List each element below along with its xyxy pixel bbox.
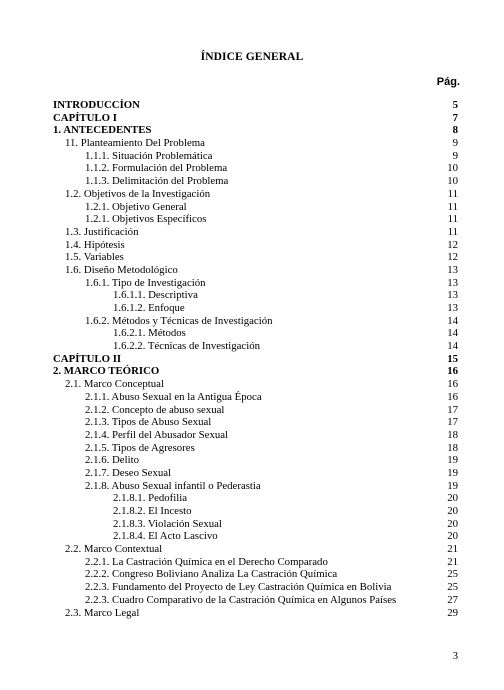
toc-entry-page: 25: [447, 581, 458, 594]
toc-entry: [53, 492, 458, 505]
toc-entry-label: 1.6.1. Tipo de Investigación: [85, 276, 206, 289]
toc-entry-page: 10: [447, 175, 458, 188]
toc-entry-label: 2.1.5. Tipos de Agresores: [85, 441, 195, 454]
toc-entry-label: 2.1.3. Tipos de Abuso Sexual: [85, 416, 212, 429]
toc-entry: [53, 594, 458, 607]
toc-entry-label: INTRODUCCÍON: [53, 99, 140, 111]
toc-entry-label: 1.6.2. Métodos y Técnicas de Investigación: [85, 314, 273, 327]
toc-entry: [53, 226, 458, 239]
page-column-header: Pág.: [436, 76, 460, 88]
toc-entry: [53, 416, 458, 429]
toc-entry: [53, 99, 458, 112]
toc-entry-page: 21: [447, 543, 458, 556]
toc-entry-page: 17: [447, 403, 458, 416]
toc-entry-page: 19: [447, 479, 458, 492]
toc-entry: [53, 581, 458, 594]
toc-entry-page: 18: [447, 441, 458, 454]
toc-entry-label: 1.6.1.2. Enfoque: [113, 302, 185, 314]
toc-entry: [53, 188, 458, 201]
toc-entry-label: 1.1.3. Delimitación del Problema: [85, 175, 229, 188]
index-title: ÍNDICE GENERAL: [200, 51, 304, 63]
toc-entry-label: 1.4. Hipótesis: [65, 238, 125, 251]
toc-entry-label: 1.2.1. Objetivo General: [85, 200, 187, 213]
toc-entry-page: 21: [447, 555, 458, 568]
toc-entry-label: 1. ANTECEDENTES: [53, 124, 152, 137]
toc-entry-label: 1.2.1. Objetivos Específicos: [85, 213, 207, 226]
toc-entry-page: 9: [452, 137, 458, 150]
toc-entry-page: 20: [447, 505, 458, 517]
toc-entry-label: 2.1.6. Delito: [85, 454, 139, 467]
toc-entry-label: 1.6. Diseño Metodológico: [65, 263, 178, 276]
toc-entry-label: 2.2.3. Cuadro Comparativo de la Castración Química en Algunos Países: [85, 593, 397, 606]
toc-entry-page: 27: [447, 593, 458, 606]
table-of-contents: [53, 99, 458, 619]
toc-entry-label: 2.2. Marco Contextual: [65, 543, 163, 556]
toc-entry: [53, 251, 458, 264]
toc-entry-label: 2.2.3. Fundamento del Proyecto de Ley Castración Química en Bolivia: [85, 581, 392, 594]
toc-entry-page: 16: [447, 378, 458, 391]
toc-entry: [53, 213, 458, 226]
page-number: 3: [452, 651, 458, 662]
toc-entry-page: 16: [447, 365, 458, 378]
toc-entry-label: 2.1. Marco Conceptual: [65, 378, 164, 391]
toc-entry-label: 1.5. Variables: [65, 251, 124, 264]
toc-entry: [53, 150, 458, 163]
toc-entry-label: 2.1.2. Concepto de abuso sexual: [85, 403, 225, 416]
toc-entry-page: 7: [452, 111, 458, 124]
toc-entry: [53, 480, 458, 493]
toc-entry-label: 2.1.8.3. Violación Sexual: [113, 517, 222, 530]
toc-entry-label: 2.2.1. La Castración Química en el Derecho Comparado: [85, 555, 328, 568]
toc-entry-page: 20: [447, 492, 458, 505]
toc-entry-page: 15: [447, 352, 458, 365]
toc-entry: [53, 353, 458, 366]
toc-entry-label: 2.2.2. Congreso Boliviano Analiza La Castración Química: [85, 568, 338, 581]
toc-entry-label: 1.6.2.1. Métodos: [113, 327, 186, 340]
toc-entry-label: 2.1.1. Abuso Sexual en la Antigua Época: [85, 390, 262, 403]
toc-entry-page: 13: [447, 302, 458, 314]
toc-entry-page: 11: [447, 187, 458, 200]
toc-entry-page: 19: [447, 466, 458, 479]
toc-entry-label: 1.6.2.2. Técnicas de Investigación: [113, 340, 261, 353]
toc-entry: [53, 378, 458, 391]
toc-entry: [53, 327, 458, 340]
toc-entry: [53, 404, 458, 417]
toc-entry: [53, 518, 458, 531]
toc-entry-label: 1.6.1.1. Descriptiva: [113, 289, 198, 302]
toc-entry: [53, 162, 458, 175]
toc-entry: [53, 289, 458, 302]
toc-entry: [53, 315, 458, 328]
toc-entry: [53, 454, 458, 467]
toc-entry-label: 2.1.7. Deseo Sexual: [85, 466, 172, 479]
toc-entry: [53, 124, 458, 137]
toc-entry-page: 9: [452, 149, 458, 162]
toc-entry-page: 11: [447, 213, 458, 226]
toc-entry: [53, 568, 458, 581]
toc-entry-page: 25: [447, 568, 458, 581]
toc-entry: [53, 264, 458, 277]
toc-entry-label: 2.1.8. Abuso Sexual infantil o Pederastia: [85, 479, 261, 492]
toc-entry-label: 2.1.8.2. El Incesto: [113, 505, 192, 517]
toc-entry: [53, 175, 458, 188]
toc-entry: [53, 112, 458, 125]
toc-entry-label: CAPÍTULO II: [53, 352, 122, 365]
toc-entry-page: 18: [447, 428, 458, 441]
toc-entry: [53, 201, 458, 214]
toc-entry-page: 5: [452, 99, 458, 111]
toc-entry: [53, 239, 458, 252]
toc-entry-page: 10: [447, 162, 458, 175]
toc-entry: [53, 543, 458, 556]
toc-entry-page: 13: [447, 263, 458, 276]
toc-entry-label: 2. MARCO TEÓRICO: [53, 365, 160, 378]
toc-entry: [53, 391, 458, 404]
toc-entry: [53, 340, 458, 353]
toc-entry-page: 13: [447, 289, 458, 302]
toc-entry-page: 13: [447, 276, 458, 289]
toc-entry-label: 1.2. Objetivos de la Investigación: [65, 187, 211, 200]
toc-entry-page: 16: [447, 390, 458, 403]
toc-entry-page: 14: [447, 340, 458, 353]
toc-entry: [53, 137, 458, 150]
toc-entry-label: 11. Planteamiento Del Problema: [65, 137, 205, 150]
toc-entry-label: 1.3. Justificación: [65, 225, 139, 238]
toc-entry: [53, 556, 458, 569]
toc-entry-label: 2.1.4. Perfil del Abusador Sexual: [85, 428, 229, 441]
toc-entry: [53, 442, 458, 455]
toc-entry: [53, 302, 458, 315]
toc-entry-label: 1.1.1. Situación Problemática: [85, 149, 213, 162]
toc-entry-page: 29: [447, 606, 458, 619]
toc-entry-page: 20: [447, 530, 458, 543]
toc-entry-page: 14: [447, 314, 458, 327]
toc-entry-page: 20: [447, 517, 458, 530]
toc-entry: [53, 530, 458, 543]
toc-entry-label: 2.1.8.4. El Acto Lascivo: [113, 530, 218, 543]
toc-entry: [53, 429, 458, 442]
toc-entry-page: 17: [447, 416, 458, 429]
toc-entry: [53, 467, 458, 480]
toc-entry-page: 11: [447, 200, 458, 213]
toc-entry: [53, 505, 458, 518]
toc-entry-page: 12: [447, 251, 458, 264]
toc-entry-label: CAPÍTULO I: [53, 111, 117, 124]
toc-entry-page: 14: [447, 327, 458, 340]
toc-entry-page: 19: [447, 454, 458, 467]
toc-entry-label: 2.3. Marco Legal: [65, 606, 140, 619]
toc-entry: [53, 607, 458, 620]
toc-entry-page: 12: [447, 238, 458, 251]
toc-entry-label: 1.1.2. Formulación del Problema: [85, 162, 228, 175]
toc-entry-page: 8: [452, 124, 458, 137]
toc-entry: [53, 365, 458, 378]
toc-entry-label: 2.1.8.1. Pedofilia: [113, 492, 188, 505]
toc-entry-page: 11: [447, 225, 458, 238]
toc-entry: [53, 277, 458, 290]
